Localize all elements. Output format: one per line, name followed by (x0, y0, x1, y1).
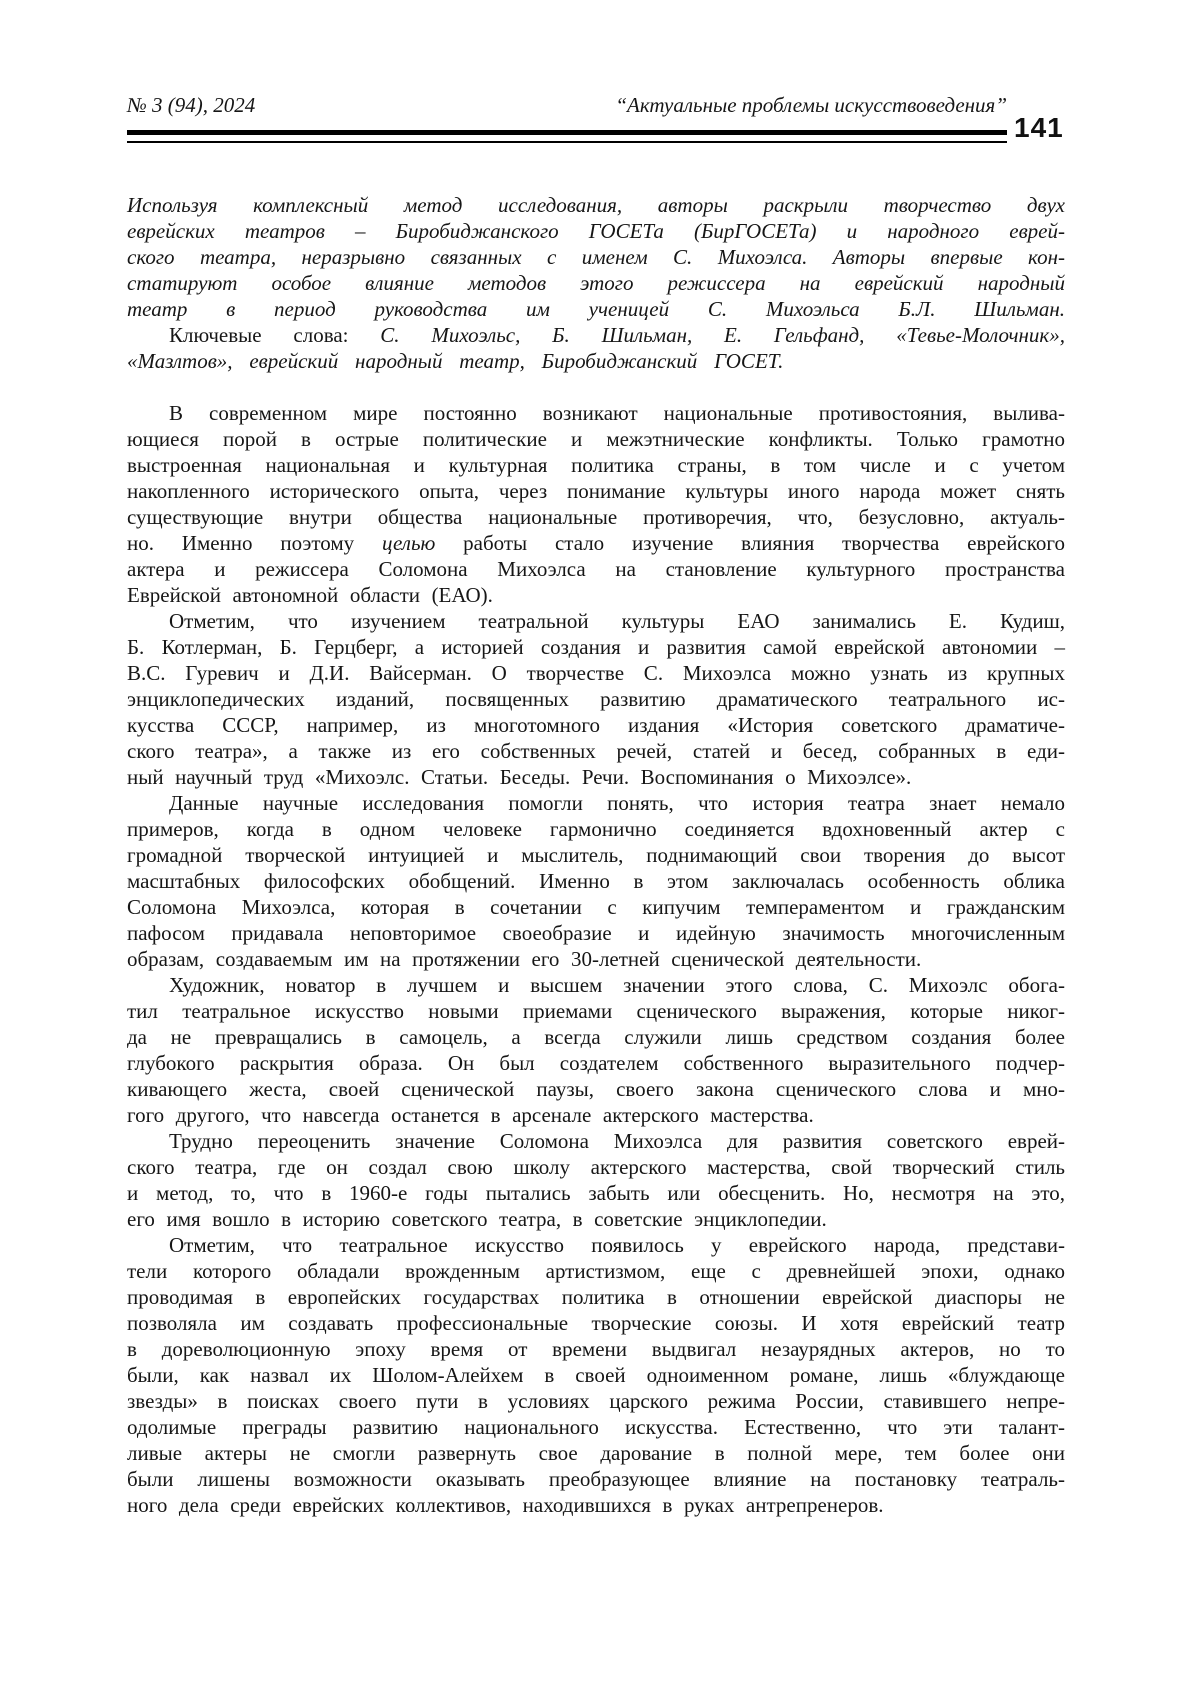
text-line: в дореволюционную эпоху время от времени выдвигал незаурядных актеров, но то (127, 1337, 1065, 1361)
text-line: накопленного исторического опыта, через понимание культуры иного народа может снять (127, 479, 1065, 503)
text-line: пафосом придавала неповторимое своеобразие и идейную значимость многочисленным (127, 921, 1065, 945)
issue-label: № 3 (94), 2024 (127, 93, 256, 117)
text-line: Отметим, что театральное искусство появилось у еврейского народа, представи- (169, 1233, 1065, 1257)
text-segment: Ключевые слова: (169, 323, 381, 347)
text-line: ского театра», а также из его собственных речей, статей и бесед, собранных в еди- (127, 739, 1065, 763)
text-line: Отметим, что изучением театральной культуры ЕАО занимались Е. Кудиш, (169, 609, 1065, 633)
text-line: театр в период руководства им ученицей С. Михоэльса Б.Л. Шильман. (127, 297, 1065, 321)
text-line: тели которого обладали врожденным артистизмом, еще с древнейшей эпохи, однако (127, 1259, 1065, 1283)
text-line: актера и режиссера Соломона Михоэлса на становление культурного пространства (127, 557, 1065, 581)
text-line: еврейских театров – Биробиджанского ГОСЕТа (БирГОСЕТа) и народного еврей- (127, 219, 1065, 243)
text-line: Данные научные исследования помогли понять, что история театра знает немало (169, 791, 1065, 815)
text-line: одолимые преграды развитию национального искусства. Естественно, что эти талант- (127, 1415, 1065, 1439)
paragraph-1 (127, 400, 1065, 608)
paragraph-5 (127, 1128, 1065, 1232)
text-line: Еврейской автономной области (ЕАО). (127, 583, 493, 607)
text-line: Соломона Михоэлса, которая в сочетании с кипучим темпераментом и гражданским (127, 895, 1065, 919)
text-segment: но. Именно поэтому (127, 531, 382, 555)
text-line: Используя комплексный метод исследования, авторы раскрыли творчество двух (127, 193, 1065, 217)
text-line: энциклопедических изданий, посвященных развитию драматического театрального ис- (127, 687, 1065, 711)
text-line: примеров, когда в одном человеке гармонично соединяется вдохновенный актер с (127, 817, 1065, 841)
text-line: существующие внутри общества национальные противоречия, что, безусловно, актуаль- (127, 505, 1065, 529)
text-line: и метод, то, что в 1960-е годы пытались забыть или обесценить. Но, несмотря на это, (127, 1181, 1065, 1205)
text-line: В.С. Гуревич и Д.И. Вайсерман. О творчестве С. Михоэлса можно узнать из крупных (127, 661, 1065, 685)
text-line: кивающего жеста, своей сценической паузы, своего закона сценического слова и мно- (127, 1077, 1065, 1101)
text-line: ского театра, неразрывно связанных с именем С. Михоэлса. Авторы впервые кон- (127, 245, 1065, 269)
text-line: ного дела среди еврейских коллективов, находившихся в руках антрепренеров. (127, 1493, 884, 1517)
abstract (127, 192, 1065, 374)
text-line (127, 322, 1065, 348)
paragraph-4 (127, 972, 1065, 1128)
text-line: Трудно переоценить значение Соломона Михоэлса для развития советского еврей- (169, 1129, 1065, 1153)
text-line: В современном мире постоянно возникают национальные противостояния, вылива- (169, 401, 1065, 425)
header-rule (127, 130, 1007, 143)
text-line: проводимая в европейских государствах политика в отношении еврейской диаспоры не (127, 1285, 1065, 1309)
paragraph-3 (127, 790, 1065, 972)
text-line (127, 530, 1065, 556)
text-line: были, как назвал их Шолом-Алейхем в своей одноименном романе, лишь «блуждающе (127, 1363, 1065, 1387)
text-line: гого другого, что навсегда останется в арсенале актерского мастерства. (127, 1103, 814, 1127)
text-segment: С. Михоэльс, Б. Шильман, Е. Гельфанд, «Тевье-Молочник», (380, 323, 1065, 347)
text-line: да не превращались в самоцель, а всегда служили лишь средством создания более (127, 1025, 1065, 1049)
paragraph-6 (127, 1232, 1065, 1518)
text-line: ющиеся порой в острые политические и межэтнические конфликты. Только грамотно (127, 427, 1065, 451)
text-line: выстроенная национальная и культурная политика страны, в том числе и с учетом (127, 453, 1065, 477)
text-line: ный научный труд «Михоэлс. Статьи. Беседы. Речи. Воспоминания о Михоэлсе». (127, 765, 912, 789)
text-line: были лишены возможности оказывать преобразующее влияние на постановку театраль- (127, 1467, 1065, 1491)
page-header (127, 92, 1007, 118)
text-line: «Мазлтов», еврейский народный театр, Биробиджанский ГОСЕТ. (127, 349, 784, 373)
journal-title: “Актуальные проблемы искусствоведения” (615, 93, 1007, 117)
text-line: тил театральное искусство новыми приемами сценического выражения, которые никог- (127, 999, 1065, 1023)
text-line: кусства СССР, например, из многотомного издания «История советского драматиче- (127, 713, 1065, 737)
text-line: масштабных философских обобщений. Именно в этом заключалась особенность облика (127, 869, 1065, 893)
text-blocks (127, 192, 1065, 1518)
text-line: громадной творческой интуицией и мыслитель, поднимающий свои творения до высот (127, 843, 1065, 867)
text-line: статируют особое влияние методов этого режиссера на еврейский народный (127, 271, 1065, 295)
text-line: глубокого раскрытия образа. Он был создателем собственного выразительного подчер- (127, 1051, 1065, 1075)
text-line: Художник, новатор в лучшем и высшем значении этого слова, С. Михоэлс обога- (169, 973, 1065, 997)
paragraph-2 (127, 608, 1065, 790)
text-line: образам, создаваемым им на протяжении его 30-летней сценической деятельности. (127, 947, 922, 971)
text-segment: работы стало изучение влияния творчества еврейского (435, 531, 1065, 555)
page-number: 141 (1014, 112, 1064, 143)
text-line: его имя вошло в историю советского театра, в советские энциклопедии. (127, 1207, 827, 1231)
text-line: звезды» в поисках своего пути в условиях царского режима России, ставившего непре- (127, 1389, 1065, 1413)
text-line: позволяла им создавать профессиональные творческие союзы. И хотя еврейский театр (127, 1311, 1065, 1335)
text-line: Б. Котлерман, Б. Герцберг, а историей создания и развития самой еврейской автономии – (127, 635, 1065, 659)
text-line: ского театра, где он создал свою школу актерского мастерства, свой творческий стиль (127, 1155, 1065, 1179)
text-segment: целью (381, 531, 436, 555)
text-line: ливые актеры не смогли развернуть свое дарование в полной мере, тем более они (127, 1441, 1065, 1465)
